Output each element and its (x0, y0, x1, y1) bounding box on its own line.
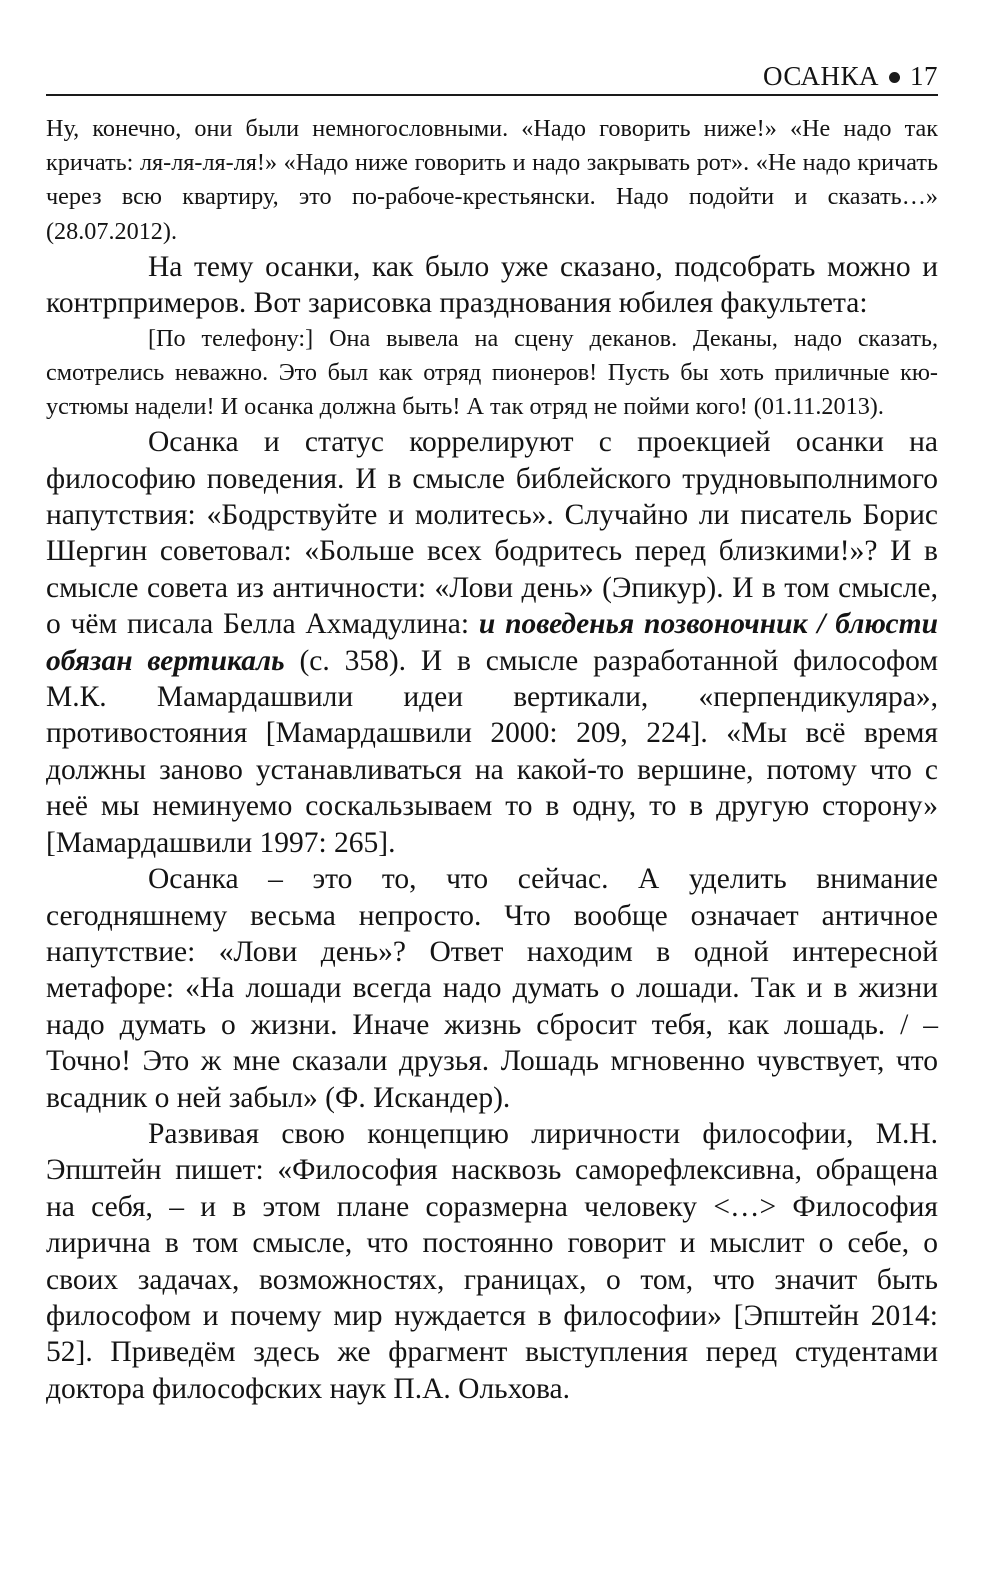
running-header (46, 58, 938, 96)
poem-quote: и поведенья позвоночник / блюсти обязан вертикаль (46, 608, 938, 677)
bullet-icon (889, 72, 900, 83)
section-title: ОСАНКА (763, 61, 879, 91)
quote-paragraph-1: Ну, конечно, они были немногословными. «Надо говорить ниже!» «Не надо так кричать: ля-ля-ля-ля!» «Надо ниже говорить и надо закрывать рот». «Не надо кричать через всю квартиру, это по-рабоче-крестьянски. Надо подойти и сказать…» (28.07.2012). (46, 115, 938, 245)
quote-paragraph-3: [По телефону:] Она вывела на сцену деканов. Деканы, надо сказать, смотрелись неважно. Это был как отряд пионеров! Пусть бы хоть приличные кю-устюмы надели! И осанка должна быть! А так отряд не пойми кого! (01.11.2013). (46, 324, 938, 421)
paragraph-6: Развивая свою концепцию лиричности философии, М.Н. Эпштейн пишет: «Философия насквозь саморефлексивна, обращена на себя, – и в этом плане соразмерна человеку <…> Философия лирична в том смысле, что постоянно говорит и мыслит о себе, о своих задачах, возможностях, границах, о том, что значит быть философом и почему мир нуждается в философии» [Эпштейн 2014: 52]. Приведём здесь же фрагмент выступления перед студентами доктора философских наук П.А. Ольхова. (46, 1117, 938, 1405)
paragraph-4-start: Осанка и статус коррелируют с проекцией осанки на философию поведения. И в смысле библейского трудновыполнимого напутствия: «Бодрствуйте и молитесь». Случайно ли писатель Борис Шергин советовал: «Больше всех бодритесь перед близкими!»? И в смысле совета из античности: «Лови день» (Эпикур). И в том смысле, о чём писала Белла Ахмадулина: (46, 426, 938, 641)
page-body (46, 112, 938, 1407)
paragraph-2: На тему осанки, как было уже сказано, подсобрать можно и контрпримеров. Вот зарисовка празднования юбилея факультета: (46, 250, 938, 320)
paragraph-4-end: (с. 358). И в смысле разработанной философом М.К. Мамардашвили идеи вертикали, «перпендикуляра», противостояния [Мамардашвили 2000: 209, 224]. «Мы всё время должны заново устанавливаться на какой-то вершине, потому что с неё мы неминуемо соскальзываем то в одну, то в другую сторону» [Мамардашвили 1997: 265]. (46, 644, 938, 859)
paragraph-5: Осанка – это то, что сейчас. А уделить внимание сегодняшнему весьма непросто. Что вообще означает античное напутствие: «Лови день»? Ответ находим в одной интересной метафоре: «На лошади всегда надо думать о лошади. Так и в жизни надо думать о жизни. Иначе жизнь сбросит тебя, как лошадь. / – Точно! Это ж мне сказали друзья. Лошадь мгновенно чувствует, что всадник о ней забыл» (Ф. Искандер). (46, 863, 938, 1114)
page-number: 17 (910, 61, 938, 91)
paragraph-4 (46, 424, 938, 861)
book-page (46, 58, 938, 1407)
